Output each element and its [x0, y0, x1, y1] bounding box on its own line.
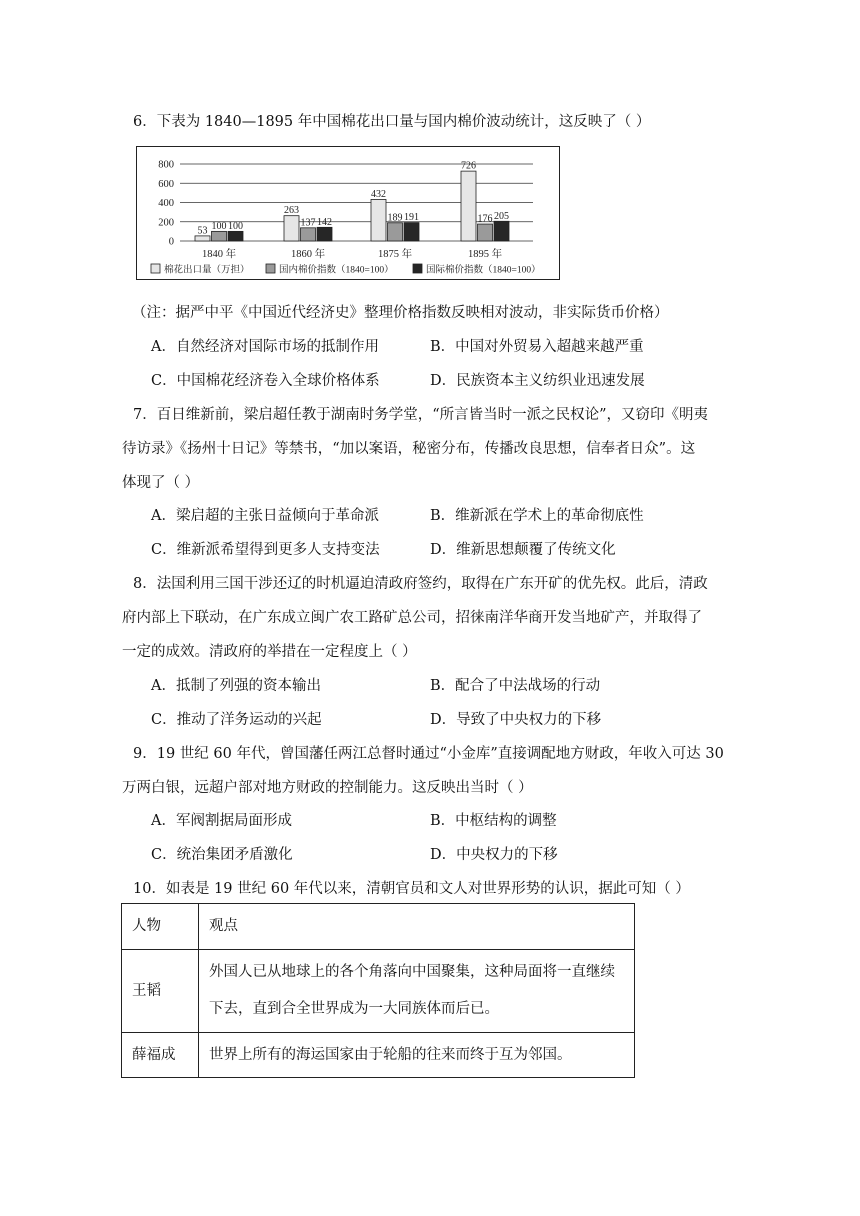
y-tick-label: 200 [158, 217, 174, 229]
q8-option-a[interactable]: A．抵制了列强的资本输出 [151, 678, 321, 694]
table-row [122, 950, 635, 1033]
data-label: 142 [317, 216, 332, 228]
q7-option-d[interactable]: D．维新思想颠覆了传统文化 [430, 542, 616, 558]
y-tick-label: 800 [158, 159, 174, 171]
question-8-stem-line-3: 一定的成效。清政府的举措在一定程度上（ ） [122, 644, 417, 660]
q7-option-a[interactable]: A．梁启超的主张日益倾向于革命派 [151, 508, 379, 524]
legend-swatch [151, 264, 160, 273]
data-label: 53 [197, 225, 208, 237]
bar [301, 228, 316, 241]
question-9-stem-line-2: 万两白银，远超户部对地方财政的控制能力。这反映出当时（ ） [122, 780, 533, 796]
data-label: 205 [494, 210, 509, 222]
bar [404, 223, 419, 241]
table-cell-view-line: 外国人已从地球上的各个角落向中国聚集，这种局面将一直继续 [209, 964, 615, 980]
bar [371, 199, 386, 241]
bar [494, 221, 509, 241]
table-cell-view [199, 1033, 635, 1078]
q6-option-c[interactable]: C．中国棉花经济卷入全球价格体系 [151, 373, 380, 389]
y-tick-label: 400 [158, 198, 174, 209]
viewpoints-table [121, 903, 635, 1078]
data-label: 176 [477, 213, 493, 225]
question-7-stem-line-1: 7．百日维新前，梁启超任教于湖南时务学堂，“所言皆当时一派之民权论”，又窃印《明夷 [133, 407, 709, 423]
data-label: 263 [284, 205, 299, 217]
data-label: 100 [211, 220, 227, 232]
data-label: 100 [228, 220, 243, 232]
question-8-stem-line-2: 府内部上下联动，在广东成立闽广农工路矿总公司，招徕南洋华商开发当地矿产，并取得了 [122, 610, 702, 626]
q6-option-a[interactable]: A．自然经济对国际市场的抵制作用 [151, 339, 379, 355]
q6-option-d[interactable]: D．民族资本主义纺织业迅速发展 [430, 373, 645, 389]
q6-option-b[interactable]: B．中国对外贸易入超越来越严重 [430, 339, 644, 355]
question-6-stem: 6．下表为 1840—1895 年中国棉花出口量与国内棉价波动统计，这反映了（ ） [133, 114, 651, 130]
cotton-chart-svg [137, 147, 561, 281]
question-6-note: （注：据严中平《中国近代经济史》整理价格指数反映相对波动，非实际货币价格） [132, 305, 669, 321]
bar [284, 216, 299, 241]
table-header-person: 人物 [122, 904, 199, 950]
legend-label: 棉花出口量（万担） [164, 265, 250, 276]
table-row [122, 1033, 635, 1078]
q8-option-b[interactable]: B．配合了中法战场的行动 [430, 678, 601, 694]
bar [388, 223, 403, 241]
bar [317, 227, 332, 241]
data-label: 432 [371, 188, 386, 200]
bar [195, 236, 210, 241]
table-cell-view-line: 下去，直到合全世界成为一大同族体而后已。 [209, 1001, 499, 1017]
table-header-row [122, 904, 635, 950]
table-header-view: 观点 [199, 904, 635, 950]
cotton-chart [136, 146, 560, 280]
y-tick-label: 0 [168, 236, 174, 248]
question-10-stem: 10．如表是 19 世纪 60 年代以来，清朝官员和文人对世界形势的认识，据此可知（ ） [133, 881, 690, 897]
question-9-stem-line-1: 9．19 世纪 60 年代，曾国藩任两江总督时通过“小金库”直接调配地方财政，年收入可达 30 [133, 746, 724, 762]
q8-option-d[interactable]: D．导致了中央权力的下移 [430, 712, 602, 728]
data-label: 726 [461, 160, 476, 172]
question-7-stem-line-3: 体现了（ ） [122, 475, 200, 491]
data-label: 191 [404, 212, 419, 224]
q9-option-a[interactable]: A．军阀割据局面形成 [151, 813, 292, 829]
table-cell-view [199, 950, 635, 1033]
table-cell-person: 薛福成 [122, 1033, 199, 1078]
legend-label: 国内棉价指数（1840=100） [279, 265, 394, 276]
y-tick-label: 600 [158, 178, 174, 190]
table-cell-person: 王韬 [122, 950, 199, 1033]
legend-swatch [266, 264, 275, 273]
table-cell-view-line: 世界上所有的海运国家由于轮船的往来而终于互为邻国。 [209, 1046, 572, 1063]
q7-option-b[interactable]: B．维新派在学术上的革命彻底性 [430, 508, 644, 524]
bar [461, 171, 476, 241]
q9-option-d[interactable]: D．中央权力的下移 [430, 847, 558, 863]
q8-option-c[interactable]: C．推动了洋务运动的兴起 [151, 712, 322, 728]
x-tick-label: 1860 年 [290, 249, 326, 260]
legend-swatch [413, 264, 422, 273]
question-7-stem-line-2: 待访录》《扬州十日记》等禁书，“加以案语，秘密分布，传播改良思想，信奉者日众”。这 [122, 441, 696, 457]
bar [228, 231, 243, 241]
q7-option-c[interactable]: C．维新派希望得到更多人支持变法 [151, 542, 380, 558]
x-tick-label: 1875 年 [377, 249, 413, 260]
bar [478, 224, 493, 241]
q9-option-b[interactable]: B．中枢结构的调整 [430, 813, 557, 829]
x-tick-label: 1895 年 [467, 249, 503, 260]
data-label: 137 [300, 217, 316, 229]
x-tick-label: 1840 年 [201, 249, 237, 260]
data-label: 189 [387, 212, 403, 224]
legend-label: 国际棉价指数（1840=100） [426, 265, 541, 276]
bar [212, 231, 227, 241]
q9-option-c[interactable]: C．统治集团矛盾激化 [151, 847, 293, 863]
question-8-stem-line-1: 8．法国利用三国干涉还辽的时机逼迫清政府签约，取得在广东开矿的优先权。此后，清政 [133, 576, 708, 592]
